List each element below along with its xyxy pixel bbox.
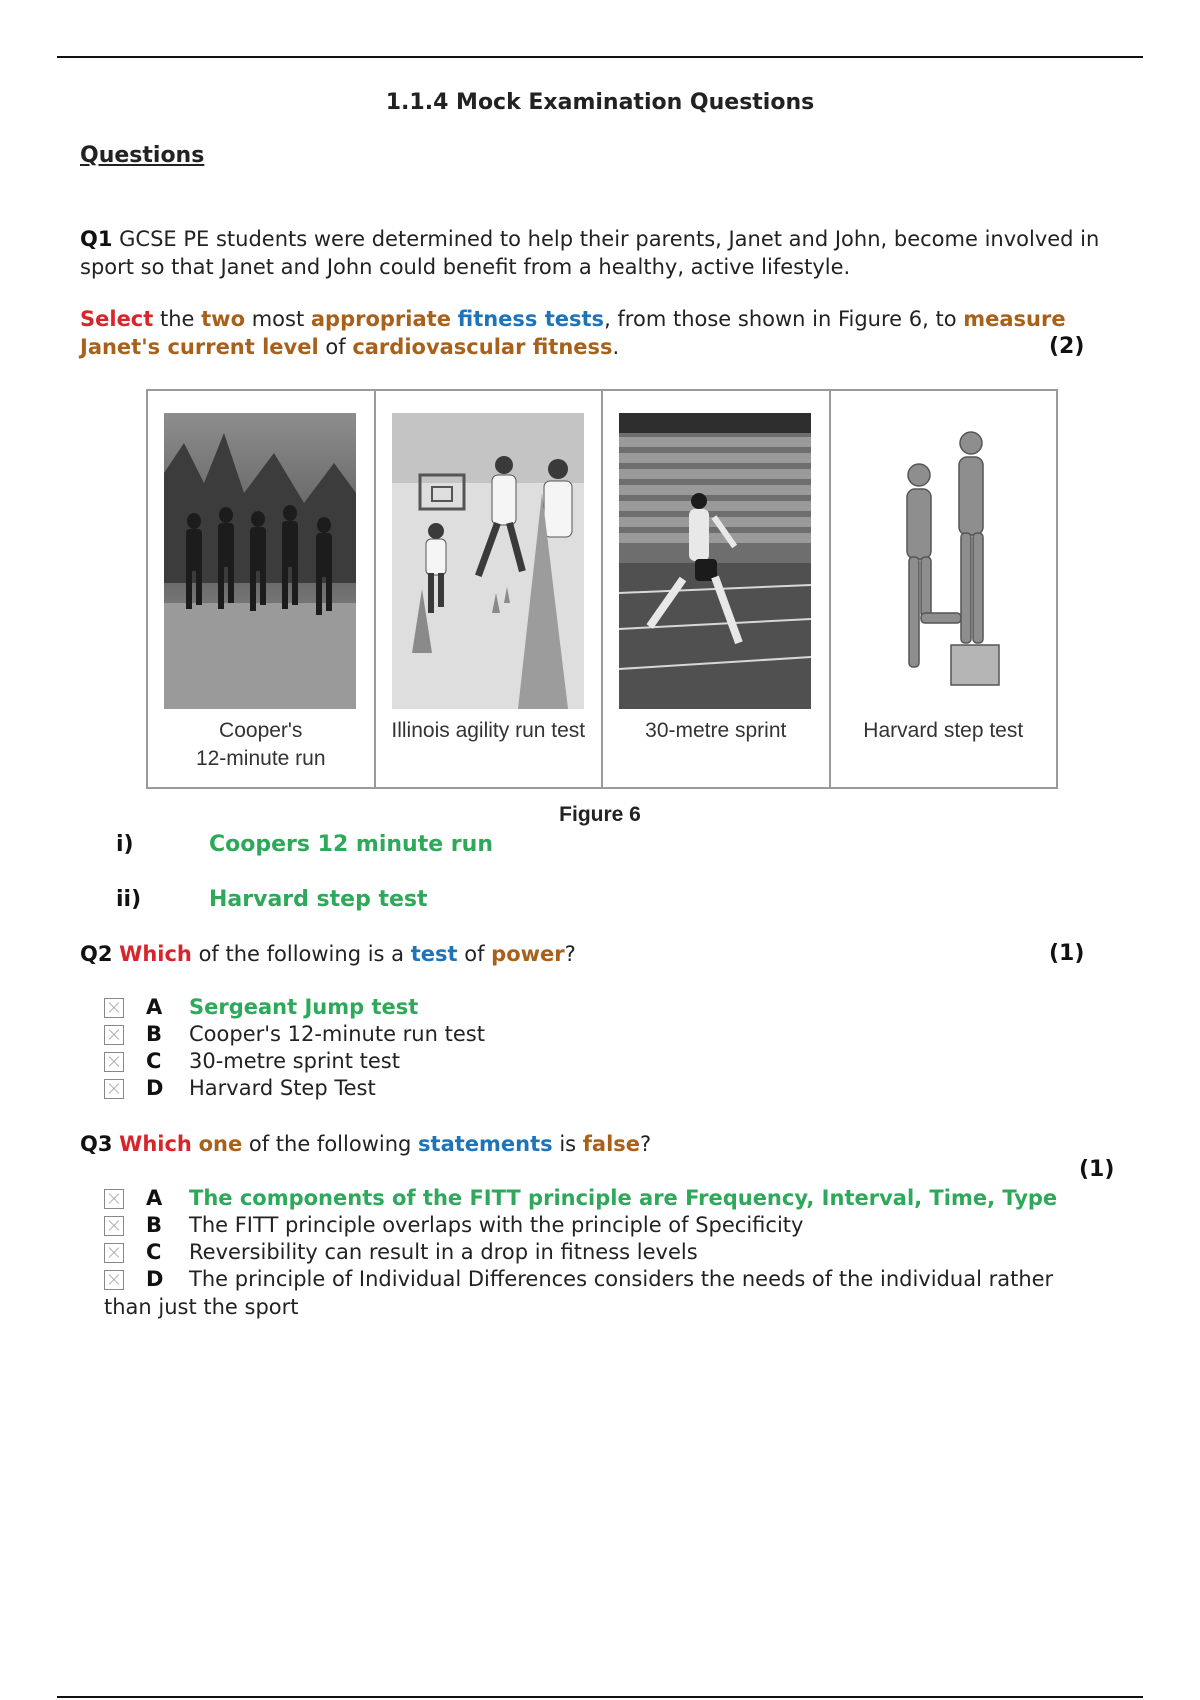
q3-marks: (1) xyxy=(1079,1157,1115,1182)
keyword-select: Select xyxy=(80,307,154,331)
q2-option-a[interactable] xyxy=(104,994,1114,1021)
checkbox[interactable] xyxy=(104,1025,124,1045)
option-letter: B xyxy=(146,1022,163,1046)
group-running-photo xyxy=(164,413,356,709)
page-title: 1.1.4 Mock Examination Questions xyxy=(385,90,815,115)
q2-text-3: ? xyxy=(564,942,576,966)
answer-text: Coopers 12 minute run xyxy=(209,832,493,857)
q2-prompt xyxy=(80,940,1120,968)
checkbox[interactable] xyxy=(104,1189,124,1209)
q1-answer-2 xyxy=(116,887,428,912)
option-text: Harvard Step Test xyxy=(189,1076,376,1100)
q3-option-d[interactable] xyxy=(104,1266,1164,1293)
q2-text-2: of xyxy=(464,942,485,966)
option-text: Reversibility can result in a drop in fitness levels xyxy=(189,1240,698,1264)
option-letter: D xyxy=(146,1076,164,1100)
option-letter: B xyxy=(146,1213,163,1237)
q1-text-3: , from those shown in Figure 6, to xyxy=(604,307,957,331)
figure-cell-harvard xyxy=(831,391,1057,787)
figure-cell-illinois xyxy=(376,391,604,787)
figure-cell-sprint xyxy=(603,391,831,787)
checkbox[interactable] xyxy=(104,1052,124,1072)
keyword-which: Which xyxy=(119,1132,192,1156)
caption-line-1: Illinois agility run test xyxy=(391,719,586,742)
figure-6 xyxy=(146,389,1058,789)
q3-text-2: is xyxy=(559,1132,577,1156)
q1-text-2: most xyxy=(251,307,305,331)
keyword-power: power xyxy=(491,942,565,966)
checkbox[interactable] xyxy=(104,1243,124,1263)
q3-prompt xyxy=(80,1130,1120,1158)
q3-text-3: ? xyxy=(640,1132,652,1156)
q3-text-1: of the following xyxy=(248,1132,412,1156)
checkbox[interactable] xyxy=(104,1270,124,1290)
q1-marks: (2) xyxy=(1049,334,1085,359)
figure-cell-coopers xyxy=(148,391,376,787)
q2-label: Q2 xyxy=(80,942,113,966)
keyword-appropriate: appropriate xyxy=(310,307,451,331)
step-test-illustration xyxy=(847,413,1039,709)
option-text: The components of the FITT principle are Frequency, Interval, Time, Type xyxy=(189,1186,1058,1210)
q1-prompt xyxy=(80,305,1120,361)
q2-option-d[interactable] xyxy=(104,1075,1114,1102)
q3-label: Q3 xyxy=(80,1132,113,1156)
q3-option-d-continued: than just the sport xyxy=(104,1295,299,1319)
option-letter: C xyxy=(146,1240,162,1264)
checkbox[interactable] xyxy=(104,998,124,1018)
q1-text-4: of xyxy=(325,335,346,359)
option-letter: A xyxy=(146,1186,163,1210)
q1-intro xyxy=(80,225,1120,281)
keyword-fitness-tests: fitness tests xyxy=(457,307,605,331)
keyword-cardiovascular: cardiovascular fitness xyxy=(352,335,613,359)
q1-intro-text: GCSE PE students were determined to help their parents, Janet and John, become involved in sport so that Janet and John could benefit from a healthy, active lifestyle. xyxy=(80,227,1100,279)
figure-label: Figure 6 xyxy=(559,803,641,826)
q2-option-c[interactable] xyxy=(104,1048,1114,1075)
caption-line-2: 12-minute run xyxy=(195,747,326,770)
option-text: Cooper's 12-minute run test xyxy=(189,1022,485,1046)
q1-text-5: . xyxy=(612,335,620,359)
figure-caption-coopers xyxy=(148,717,374,773)
answer-text: Harvard step test xyxy=(209,887,428,912)
q2-option-b[interactable] xyxy=(104,1021,1114,1048)
option-text: The principle of Individual Differences considers the needs of the individual rather xyxy=(189,1267,1054,1291)
q3-option-b[interactable] xyxy=(104,1212,1114,1239)
sprinter-track-photo xyxy=(619,413,811,709)
option-letter: C xyxy=(146,1049,162,1073)
caption-line-1: 30-metre sprint xyxy=(645,719,787,742)
q3-option-c[interactable] xyxy=(104,1239,1114,1266)
figure-caption-illinois xyxy=(376,717,602,745)
checkbox[interactable] xyxy=(104,1216,124,1236)
option-text: The FITT principle overlaps with the principle of Specificity xyxy=(189,1213,804,1237)
agility-cones-photo xyxy=(392,413,584,709)
q1-text-1: the xyxy=(159,307,195,331)
caption-line-1: Harvard step test xyxy=(863,719,1024,742)
answer-number: i) xyxy=(116,832,134,857)
q3-option-a[interactable] xyxy=(104,1185,1164,1212)
keyword-two: two xyxy=(201,307,246,331)
answer-number: ii) xyxy=(116,887,142,912)
keyword-which: Which xyxy=(119,942,192,966)
caption-line-1: Cooper's xyxy=(219,719,303,742)
q2-text-1: of the following is a xyxy=(198,942,405,966)
checkbox[interactable] xyxy=(104,1079,124,1099)
section-heading: Questions xyxy=(80,143,205,168)
q2-marks: (1) xyxy=(1049,941,1085,966)
top-rule xyxy=(57,56,1143,58)
keyword-statements: statements xyxy=(418,1132,553,1156)
q1-answer-1 xyxy=(116,832,493,857)
figure-caption-sprint xyxy=(603,717,829,745)
bottom-rule xyxy=(57,1696,1143,1698)
keyword-false: false xyxy=(582,1132,641,1156)
option-text: 30-metre sprint test xyxy=(189,1049,400,1073)
q1-label: Q1 xyxy=(80,227,113,251)
keyword-one: one xyxy=(198,1132,243,1156)
option-letter: D xyxy=(146,1267,164,1291)
keyword-measure: measure xyxy=(963,307,1066,331)
keyword-test: test xyxy=(410,942,458,966)
option-text: Sergeant Jump test xyxy=(189,995,419,1019)
keyword-janets-level: Janet's current level xyxy=(80,335,319,359)
figure-caption-harvard xyxy=(831,717,1057,745)
option-letter: A xyxy=(146,995,163,1019)
